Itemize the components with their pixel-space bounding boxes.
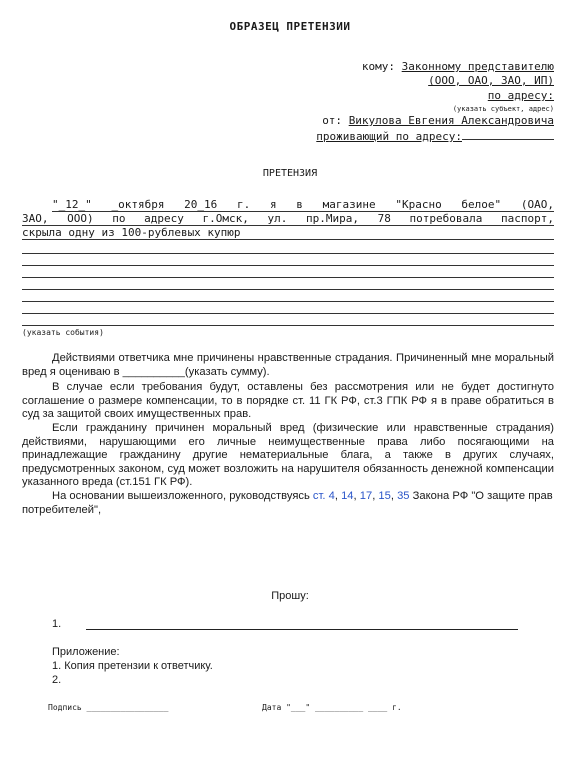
addressee-from <box>322 114 554 127</box>
event-line-2: ЗАО, ООО) по адресу г.Омск, ул. пр.Мира, 78 потребовала паспорт, <box>22 212 554 225</box>
address-label: по адресу: <box>487 89 554 102</box>
request-item-number: 1. <box>52 618 62 630</box>
basis-text: На основании вышеизложенного, руководствуясь <box>52 489 310 502</box>
from-value: Викулова Евгения Александровича <box>348 114 554 127</box>
addressee-hint: (указать субъект, адрес) <box>452 105 554 113</box>
blank-line <box>22 265 554 266</box>
residing-blank <box>462 129 554 140</box>
to-value: Законному представителю <box>401 60 554 73</box>
request-line <box>86 629 518 630</box>
blank-line <box>22 289 554 290</box>
basis-law: Закона РФ "О защите прав потребителей", <box>22 489 553 516</box>
link-article-4[interactable]: ст. 4 <box>312 489 335 502</box>
blank-line <box>22 301 554 302</box>
blank-line <box>22 313 554 314</box>
claim-body <box>22 352 554 517</box>
blank-line <box>22 253 554 254</box>
attachments-heading: Приложение: <box>52 646 120 658</box>
signature-field: Подпись _________________ <box>48 703 169 712</box>
blank-line <box>22 325 554 326</box>
link-article-17[interactable]: 17 <box>359 489 373 502</box>
page-title: ОБРАЗЕЦ ПРЕТЕНЗИИ <box>229 20 351 33</box>
claim-heading: ПРЕТЕНЗИЯ <box>262 168 318 179</box>
to-label: кому: <box>361 60 396 73</box>
residing-label: проживающий по адресу: <box>316 130 462 143</box>
request-heading: Прошу: <box>271 590 309 602</box>
addressee-to <box>362 60 554 73</box>
paragraph-damage: Действиями ответчика мне причинены нравственные страдания. Причиненный мне моральный вред я оцениваю в __________(указать сумму). <box>22 352 554 378</box>
event-line-1: "_12_" _октября 20_16 г. я в магазине "Красно белое" (ОАО, <box>52 198 554 211</box>
attachment-item-1: 1. Копия претензии к ответчику. <box>52 660 213 672</box>
from-label: от: <box>322 114 343 127</box>
paragraph-court: В случае если требования будут, оставлены без рассмотрения или не будет достигнуто соглашение о размере компенсации, то в порядке ст. 11 ГК РФ, ст.3 ГПК РФ я в праве обратиться в суд за защитой своих имущественных прав. <box>22 381 554 421</box>
date-field: Дата "___" __________ ____ г. <box>262 703 402 712</box>
blank-line <box>22 277 554 278</box>
event-underline-3 <box>22 239 554 240</box>
event-hint: (указать события) <box>22 328 104 337</box>
paragraph-moral-harm: Если гражданину причинен моральный вред (физические или нравственные страдания) действиями, нарушающими его личные неимущественные права либо посягающими на принадлежащие гражданину другие нематериальные блага, а также в других случаях, предусмотренных законом, суд может возложить на нарушителя обязанность денежной компенсации указанного вреда (ст.151 ГК РФ). <box>22 421 554 489</box>
residing-line <box>316 129 554 143</box>
link-article-35[interactable]: 35 <box>397 489 410 502</box>
link-article-14[interactable]: 14 <box>341 489 354 502</box>
paragraph-basis: На основании вышеизложенного, руководствуясь ст. 4, 14, 17, 15, 35 Закона РФ "О защите прав потребителей", <box>22 489 553 516</box>
attachment-item-2: 2. <box>52 674 62 686</box>
event-line-3: скрыла одну из 100-рублевых купюр <box>22 226 241 239</box>
link-article-15[interactable]: 15 <box>378 489 391 502</box>
to-value-2: (ООО, ОАО, ЗАО, ИП) <box>428 74 554 87</box>
